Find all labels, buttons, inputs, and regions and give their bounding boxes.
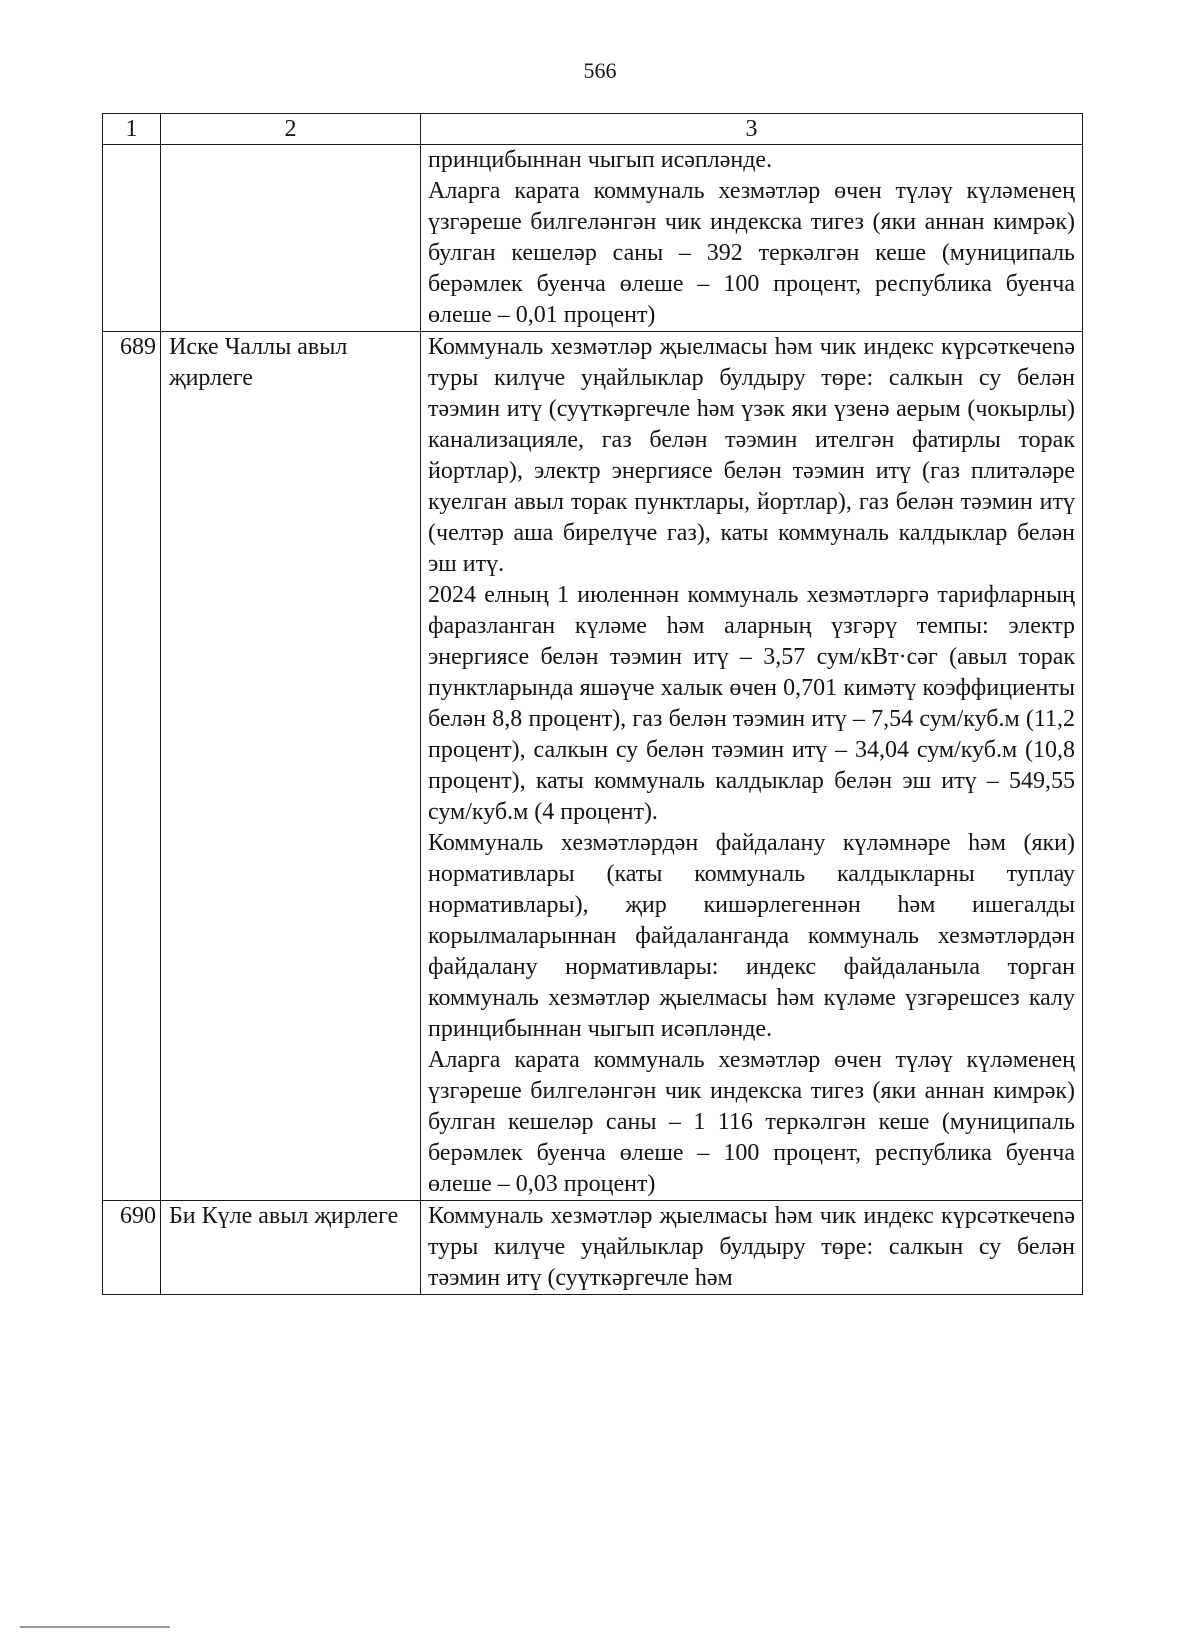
column-header-1: 1 bbox=[103, 114, 161, 145]
data-table bbox=[102, 113, 1083, 1295]
paragraph: Аларга карата коммуналь хезмәтләр өчен түләү күләменең үзгәреше билгеләнгән чик индекска тигез (яки аннан кимрәк) булган кешеләр саны – 392 теркәлгән кеше (муниципаль берәмлек буенча өлеше – 100 процент, республика буенча өлеше – 0,01 процент) bbox=[428, 178, 1075, 328]
table-row bbox=[103, 1201, 1083, 1295]
page-number: 566 bbox=[583, 58, 617, 83]
row-description bbox=[421, 1201, 1083, 1295]
paragraph: Коммуналь хезмәтләр җыелмасы һәм чик индекс күрсәткечenә туры килүче уңайлыклар булдыру төре: салкын су белән тәэмин итү (суүткәргечле һәм bbox=[428, 1203, 1075, 1291]
paragraph: 2024 елның 1 июленнән коммуналь хезмәтләргә тарифларның фаразланган күләме һәм аларның үзгәрү темпы: электр энергиясе белән тәэмин итү – 3,57 сум/кВт·сәг (авыл торак пунктларында яшәүче халык өчен 0,701 кимәтү коэффициенты белән 8,8 процент), газ белән тәэмин итү – 7,54 сум/куб.м (11,2 процент), салкын су белән тәэмин итү – 34,04 сум/куб.м (10,8 процент), каты коммуналь калдыклар белән эш итү – 549,55 сум/куб.м (4 процент). bbox=[428, 582, 1075, 825]
row-description bbox=[421, 332, 1083, 1201]
settlement-name: Би Күле авыл җирлеге bbox=[161, 1201, 421, 1295]
table-row bbox=[103, 332, 1083, 1201]
paragraph: принцибыннан чыгып исәпләнде. bbox=[428, 147, 773, 173]
paragraph: Коммуналь хезмәтләр җыелмасы һәм чик индекс күрсәткечenә туры килүче уңайлыклар булдыру төре: салкын су белән тәэмин итү (суүткәргечле һәм үзәк яки үзенә аерым (чокырлы) канализацияле, газ белән тәэмин ителгән фатирлы торак йортлар), электр энергиясе белән тәэмин итү (газ плитәләре куелган авыл торак пунктлары, йортлар), газ белән тәэмин итү (челтәр аша бирелүче газ), каты коммуналь калдыклар белән эш итү. bbox=[428, 334, 1075, 577]
row-number: 690 bbox=[103, 1201, 161, 1295]
table-row bbox=[103, 145, 1083, 332]
scan-edge-mark bbox=[20, 1626, 170, 1631]
column-header-2: 2 bbox=[161, 114, 421, 145]
row-description bbox=[421, 145, 1083, 332]
settlement-name bbox=[161, 145, 421, 332]
column-header-3: 3 bbox=[421, 114, 1083, 145]
settlement-name: Иске Чаллы авыл җирлеге bbox=[161, 332, 421, 1201]
paragraph: Аларга карата коммуналь хезмәтләр өчен түләү күләменең үзгәреше билгеләнгән чик индекска тигез (яки аннан кимрәк) булган кешеләр саны – 1 116 теркәлгән кеше (муниципаль берәмлек буенча өлеше – 100 процент, республика буенча өлеше – 0,03 процент) bbox=[428, 1047, 1075, 1197]
paragraph: Коммуналь хезмәтләрдән файдалану күләмнәре һәм (яки) нормативлары (каты коммуналь калдыкларны туплау нормативлары), җир кишәрлегеннән һәм ишегалды корылмаларыннан файдаланганда коммуналь хезмәтләрдән файдалану нормативлары: индекс файдаланыла торган коммуналь хезмәтләр җыелмасы һәм күләме үзгәрешсез калу принцибыннан чыгып исәпләнде. bbox=[428, 830, 1075, 1042]
table-header-row bbox=[103, 114, 1083, 145]
row-number bbox=[103, 145, 161, 332]
row-number: 689 bbox=[103, 332, 161, 1201]
